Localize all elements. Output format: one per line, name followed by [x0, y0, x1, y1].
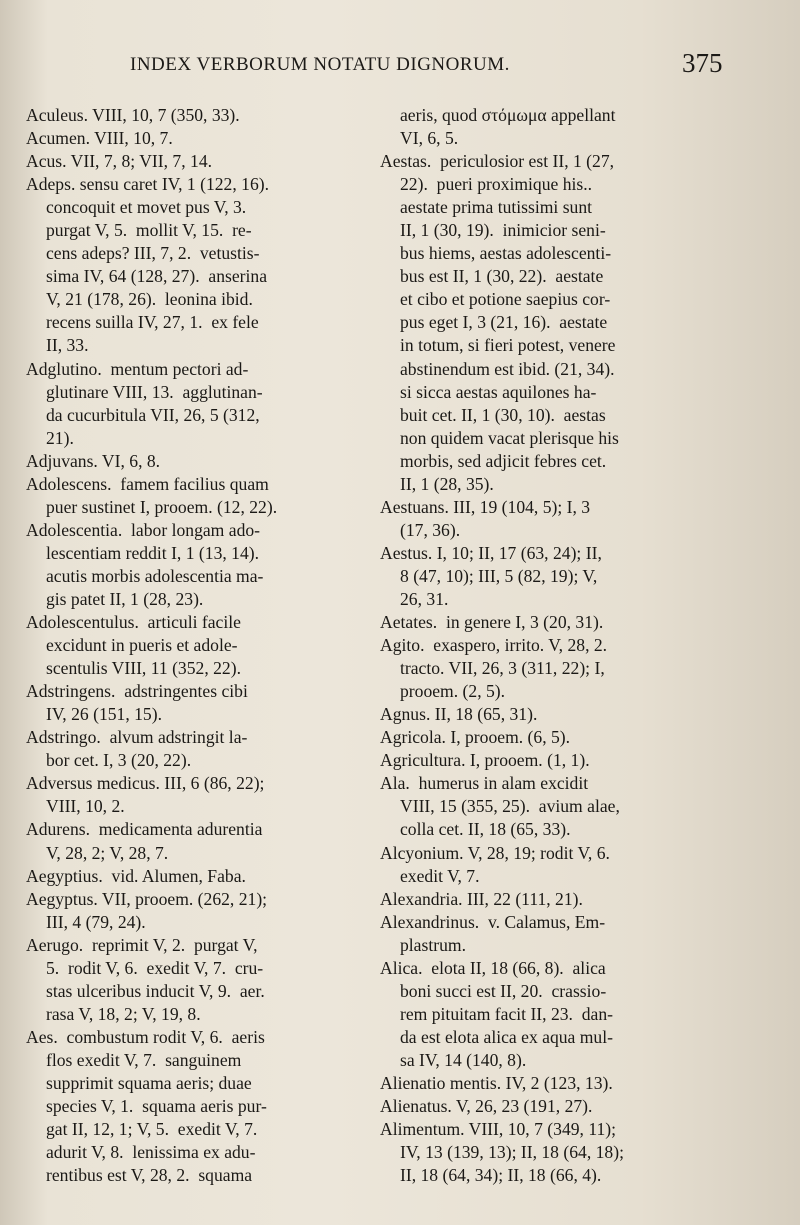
index-entry-line: Adeps. sensu caret IV, 1 (122, 16).	[26, 174, 270, 195]
index-continuation-line: V, 21 (178, 26). leonina ibid.	[46, 289, 253, 310]
index-continuation-line: species V, 1. squama aeris pur-	[46, 1096, 267, 1117]
index-entry-line: Adjuvans. VI, 6, 8.	[26, 450, 161, 471]
index-continuation-line: 8 (47, 10); III, 5 (82, 19); V,	[400, 565, 598, 586]
header-title: INDEX VERBORUM NOTATU DIGNORUM.	[130, 54, 510, 75]
index-column-left	[26, 104, 371, 1187]
index-continuation-line: rentibus est V, 28, 2. squama	[46, 1165, 253, 1186]
index-continuation-line: si sicca aestas aquilones ha-	[400, 381, 597, 402]
index-continuation-line: scentulis VIII, 11 (352, 22).	[46, 658, 241, 679]
index-continuation-line: boni succi est II, 20. crassio-	[400, 980, 607, 1001]
index-continuation-line: II, 1 (30, 19). inimicior seni-	[400, 220, 606, 241]
index-entry-line: Aestuans. III, 19 (104, 5); I, 3	[380, 496, 591, 517]
index-entry-line: Ala. humerus in alam excidit	[380, 773, 589, 794]
index-continuation-line: rem pituitam facit II, 23. dan-	[400, 1003, 614, 1024]
index-entry-line: Alienatio mentis. IV, 2 (123, 13).	[380, 1072, 613, 1093]
running-header	[0, 48, 800, 84]
index-entry-line: Adversus medicus. III, 6 (86, 22);	[26, 773, 265, 794]
index-continuation-line: lescentiam reddit I, 1 (13, 14).	[46, 542, 260, 563]
index-continuation-line: bus est II, 1 (30, 22). aestate	[400, 266, 604, 287]
index-entry-line: Adolescentulus. articuli facile	[26, 612, 241, 633]
index-continuation-line: da cucurbitula VII, 26, 5 (312,	[46, 404, 260, 425]
index-continuation-line: non quidem vacat plerisque his	[400, 427, 619, 448]
index-continuation-line: gis patet II, 1 (28, 23).	[46, 588, 204, 609]
index-continuation-line: flos exedit V, 7. sanguinem	[46, 1049, 242, 1070]
index-continuation-line: puer sustinet I, prooem. (12, 22).	[46, 496, 278, 517]
index-entry-line: Alimentum. VIII, 10, 7 (349, 11);	[380, 1119, 617, 1140]
index-entry-line: Alcyonium. V, 28, 19; rodit V, 6.	[380, 842, 610, 863]
index-entry-line: Agito. exaspero, irrito. V, 28, 2.	[380, 635, 608, 656]
index-entry-line: Adglutino. mentum pectori ad-	[26, 358, 249, 379]
index-continuation-line: aeris, quod στόμωμα appellant	[400, 105, 616, 125]
index-continuation-line: 5. rodit V, 6. exedit V, 7. cru-	[46, 957, 264, 978]
index-continuation-line: acutis morbis adolescentia ma-	[46, 565, 264, 586]
index-continuation-line: 26, 31.	[400, 588, 449, 609]
index-entry-line: Agricultura. I, prooem. (1, 1).	[380, 750, 590, 771]
index-entry-line: Adolescentia. labor longam ado-	[26, 519, 261, 540]
index-continuation-line: glutinare VIII, 13. agglutinan-	[46, 381, 263, 402]
index-entry-line: Adurens. medicamenta adurentia	[26, 819, 263, 840]
index-continuation-line: tracto. VII, 26, 3 (311, 22); I,	[400, 658, 605, 679]
index-continuation-line: exedit V, 7.	[400, 865, 480, 886]
index-continuation-line: VIII, 10, 2.	[46, 796, 125, 817]
index-entry-line: Alica. elota II, 18 (66, 8). alica	[380, 957, 606, 978]
index-continuation-line: bus hiems, aestas adolescenti-	[400, 243, 612, 264]
index-entry-line: Adstringo. alvum adstringit la-	[26, 727, 248, 748]
index-continuation-line: rasa V, 18, 2; V, 19, 8.	[46, 1003, 201, 1024]
index-continuation-line: 21).	[46, 427, 74, 448]
index-entry-line: Alexandria. III, 22 (111, 21).	[380, 888, 583, 909]
index-entry-line: Aegyptius. vid. Alumen, Faba.	[26, 865, 246, 886]
index-continuation-line: concoquit et movet pus V, 3.	[46, 197, 247, 218]
index-continuation-line: VI, 6, 5.	[400, 128, 459, 149]
index-continuation-line: IV, 13 (139, 13); II, 18 (64, 18);	[400, 1142, 624, 1163]
index-continuation-line: gat II, 12, 1; V, 5. exedit V, 7.	[46, 1119, 258, 1140]
index-entry-line: Adolescens. famem facilius quam	[26, 473, 269, 494]
index-entry-line: Agnus. II, 18 (65, 31).	[380, 704, 538, 725]
index-column-right	[380, 104, 746, 1187]
index-entry-line: Aestus. I, 10; II, 17 (63, 24); II,	[380, 542, 602, 563]
index-entry-line: Acumen. VIII, 10, 7.	[26, 128, 173, 149]
index-continuation-line: excidunt in pueris et adole-	[46, 635, 238, 656]
index-entry-line: Alexandrinus. v. Calamus, Em-	[380, 911, 606, 932]
index-continuation-line: pus eget I, 3 (21, 16). aestate	[400, 312, 608, 333]
index-continuation-line: (17, 36).	[400, 519, 461, 540]
index-continuation-line: II, 1 (28, 35).	[400, 473, 494, 494]
index-continuation-line: purgat V, 5. mollit V, 15. re-	[46, 220, 252, 241]
index-continuation-line: supprimit squama aeris; duae	[46, 1072, 252, 1093]
index-continuation-line: sima IV, 64 (128, 27). anserina	[46, 266, 268, 287]
index-continuation-line: abstinendum est ibid. (21, 34).	[400, 358, 615, 379]
index-continuation-line: stas ulceribus inducit V, 9. aer.	[46, 980, 265, 1001]
index-continuation-line: recens suilla IV, 27, 1. ex fele	[46, 312, 259, 333]
index-continuation-line: II, 33.	[46, 335, 89, 356]
index-entry-line: Aculeus. VIII, 10, 7 (350, 33).	[26, 105, 240, 125]
index-entry-line: Aes. combustum rodit V, 6. aeris	[26, 1026, 265, 1047]
page-number: 375	[682, 48, 723, 78]
index-continuation-line: adurit V, 8. lenissima ex adu-	[46, 1142, 256, 1163]
index-continuation-line: cens adeps? III, 7, 2. vetustis-	[46, 243, 260, 264]
index-continuation-line: V, 28, 2; V, 28, 7.	[46, 842, 169, 863]
index-entry-line: Acus. VII, 7, 8; VII, 7, 14.	[26, 151, 213, 172]
index-continuation-line: et cibo et potione saepius cor-	[400, 289, 611, 310]
index-entry-line: Aetates. in genere I, 3 (20, 31).	[380, 612, 604, 633]
index-continuation-line: prooem. (2, 5).	[400, 681, 506, 702]
index-continuation-line: VIII, 15 (355, 25). avium alae,	[400, 796, 620, 817]
index-continuation-line: da est elota alica ex aqua mul-	[400, 1026, 613, 1047]
index-continuation-line: III, 4 (79, 24).	[46, 911, 146, 932]
index-continuation-line: in totum, si fieri potest, venere	[400, 335, 616, 356]
index-entry-line: Adstringens. adstringentes cibi	[26, 681, 248, 702]
index-continuation-line: IV, 26 (151, 15).	[46, 704, 162, 725]
index-entry-line: Alienatus. V, 26, 23 (191, 27).	[380, 1096, 593, 1117]
index-continuation-line: morbis, sed adjicit febres cet.	[400, 450, 607, 471]
index-continuation-line: aestate prima tutissimi sunt	[400, 197, 593, 218]
index-continuation-line: colla cet. II, 18 (65, 33).	[400, 819, 571, 840]
index-entry-line: Aegyptus. VII, prooem. (262, 21);	[26, 888, 268, 909]
index-continuation-line: 22). pueri proximique his..	[400, 174, 593, 195]
index-continuation-line: sa IV, 14 (140, 8).	[400, 1049, 527, 1070]
index-continuation-line: buit cet. II, 1 (30, 10). aestas	[400, 404, 606, 425]
index-entry-line: Agricola. I, prooem. (6, 5).	[380, 727, 571, 748]
index-continuation-line: bor cet. I, 3 (20, 22).	[46, 750, 192, 771]
index-continuation-line: II, 18 (64, 34); II, 18 (66, 4).	[400, 1165, 602, 1186]
index-entry-line: Aerugo. reprimit V, 2. purgat V,	[26, 934, 258, 955]
index-entry-line: Aestas. periculosior est II, 1 (27,	[380, 151, 615, 172]
index-continuation-line: plastrum.	[400, 934, 466, 955]
